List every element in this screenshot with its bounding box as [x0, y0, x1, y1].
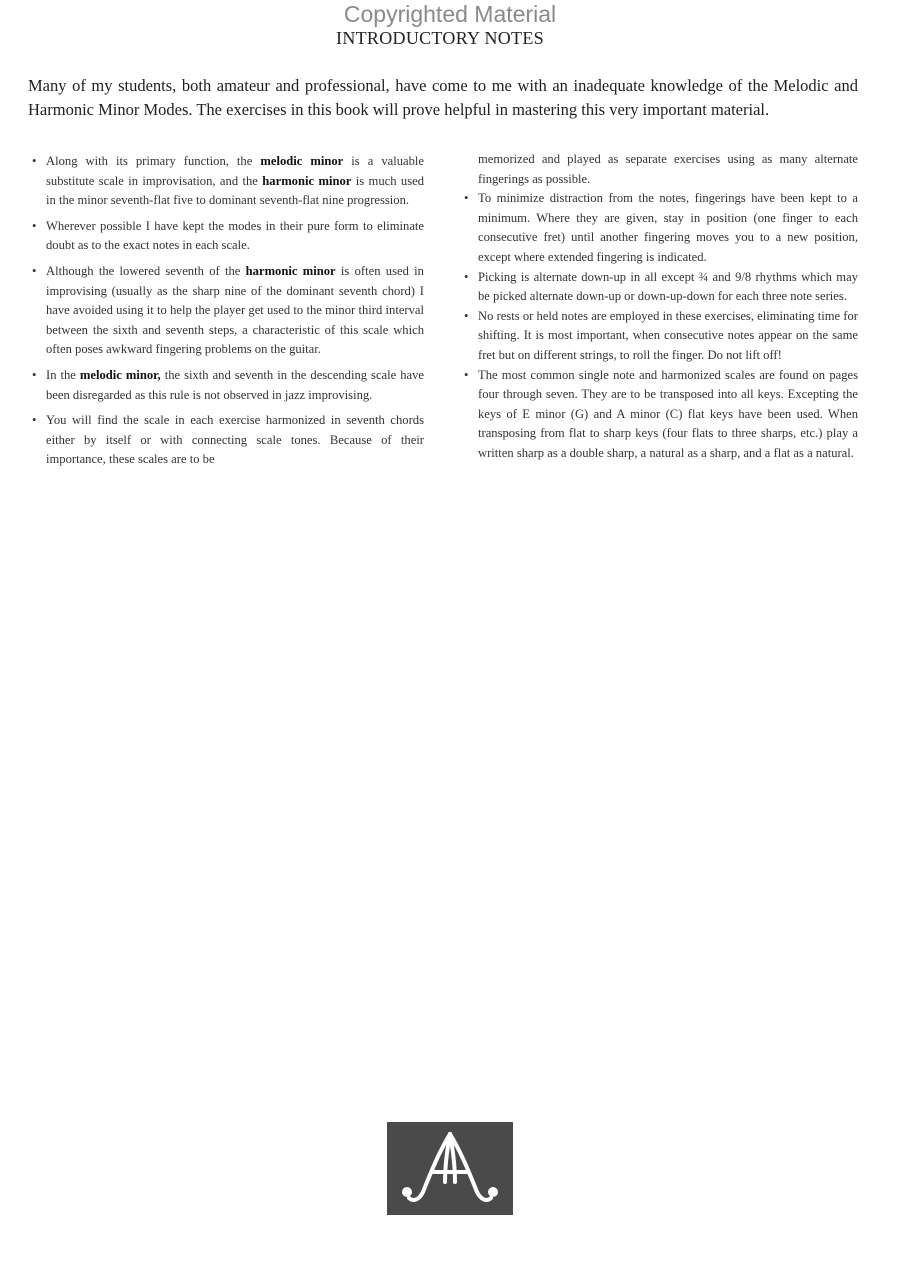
- bullet-item: • To minimize distraction from the notes, fingerings have been kept to a minimum. Where they are given, stay in position (one finger to each consecutive fret) until another fingering moves you to a new position, except where extended fingering is indicated.: [462, 189, 858, 267]
- left-column: [30, 152, 424, 476]
- bullet-item: • In the melodic minor, the sixth and seventh in the descending scale have been disregarded as this rule is not observed in jazz improvising.: [30, 366, 424, 405]
- page-title: INTRODUCTORY NOTES: [336, 28, 544, 48]
- intro-paragraph: Many of my students, both amateur and professional, have come to me with an inadequate knowledge of the Melodic and Harmonic Minor Modes. The exercises in this book will prove helpful in mastering this very important material.: [28, 76, 858, 119]
- bullet-item: • Wherever possible I have kept the modes in their pure form to eliminate doubt as to the exact notes in each scale.: [30, 217, 424, 256]
- publisher-logo-icon: [387, 1122, 513, 1215]
- bullet-item: • No rests or held notes are employed in these exercises, eliminating time for shifting. It is most important, when consecutive notes appear on the same fret but on different strings, to roll the finger. Do not lift off!: [462, 307, 858, 366]
- right-column: [462, 150, 858, 464]
- bullet-item: • Although the lowered seventh of the harmonic minor is often used in improvising (usually as the sharp nine of the dominant seventh chord) I have avoided using it to help the player get used to the minor third interval between the sixth and seventh steps, a characteristic of this scale which often poses awkward fingering problems on the guitar.: [30, 262, 424, 360]
- bullet-item: • You will find the scale in each exercise harmonized in seventh chords either by itself or with connecting scale tones. Because of their importance, these scales are to be: [30, 411, 424, 470]
- copyright-watermark: Copyrighted Material: [343, 1, 557, 27]
- bullet-item: • Picking is alternate down-up in all except ¾ and 9/8 rhythms which may be picked alternate down-up or down-up-down for each three note series.: [462, 268, 858, 307]
- bullet-item: • The most common single note and harmonized scales are found on pages four through seven. They are to be transposed into all keys. Excepting the keys of E minor (G) and A minor (C) flat keys have been used. When transposing from flat to sharp keys (four flats to three sharps, etc.) play a written sharp as a double sharp, a natural as a sharp, and a flat as a natural.: [462, 366, 858, 464]
- continued-text: memorized and played as separate exercises using as many alternate fingerings as possible.: [478, 152, 858, 186]
- bullet-item: • Along with its primary function, the melodic minor is a valuable substitute scale in improvisation, and the harmonic minor is much used in the minor seventh-flat five to dominant seventh-flat nine progression.: [30, 152, 424, 211]
